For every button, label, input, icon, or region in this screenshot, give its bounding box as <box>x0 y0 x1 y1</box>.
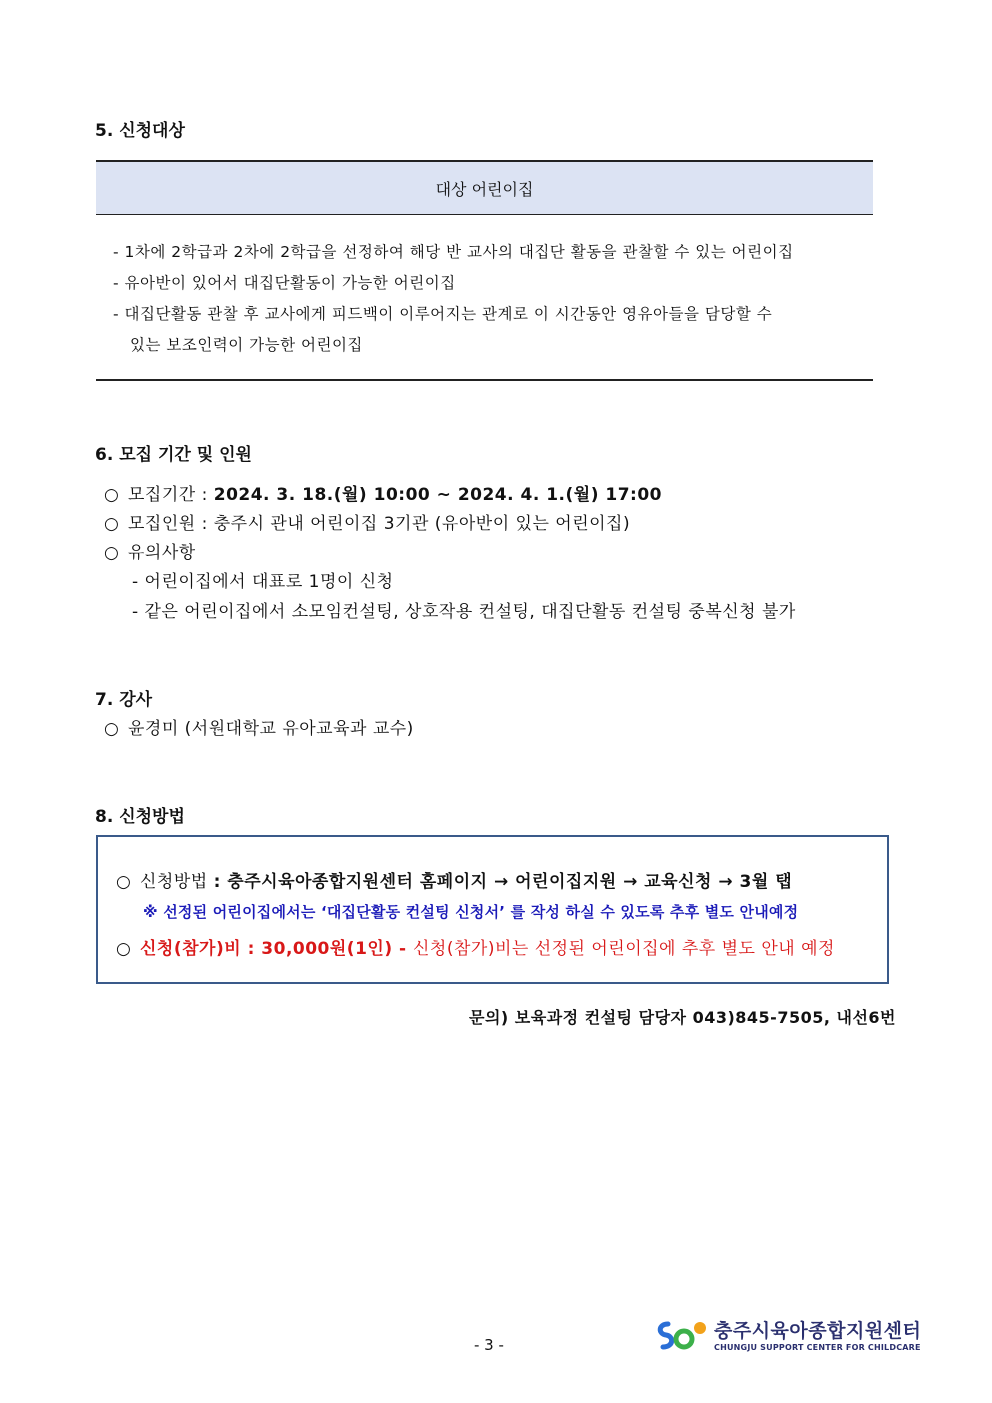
count-line <box>104 509 630 534</box>
page-number: - 3 - <box>474 1336 504 1354</box>
bullet-circle-icon: ○ <box>104 514 120 534</box>
bullet-circle-icon: ○ <box>116 939 132 959</box>
period-value: 2024. 3. 18.(월) 10:00 ~ 2024. 4. 1.(월) 17:00 <box>213 485 662 505</box>
section8-heading: 8. 신청방법 <box>95 807 185 827</box>
method-value: : 충주시육아종합지원센터 홈페이지 → 어린이집지원 → 교육신청 → 3월 탭 <box>213 872 793 892</box>
section6-heading: 6. 모집 기간 및 인원 <box>95 445 252 465</box>
method-line <box>116 867 792 892</box>
target-item-3: - 대집단활동 관찰 후 교사에게 피드백이 이루어지는 관계로 이 시간동안 영유아들을 담당할 수 <box>113 305 773 323</box>
logo-text-english: CHUNGJU SUPPORT CENTER FOR CHILDCARE <box>714 1343 921 1352</box>
center-logo-icon <box>654 1316 710 1352</box>
bullet-circle-icon: ○ <box>104 719 120 739</box>
target-table-header <box>96 160 873 215</box>
target-item-2: - 유아반이 있어서 대집단활동이 가능한 어린이집 <box>113 274 456 292</box>
fee-bold: 신청(참가)비 : 30,000원(1인) - <box>140 939 413 959</box>
period-line <box>104 480 662 505</box>
method-label: 신청방법 <box>140 872 214 892</box>
target-item-1: - 1차에 2학급과 2차에 2학급을 선정하여 해당 반 교사의 대집단 활동을 관찰할 수 있는 어린이집 <box>113 243 794 261</box>
fee-rest: 신청(참가)비는 선정된 어린이집에 추후 별도 안내 예정 <box>413 939 835 959</box>
target-item-3-cont: 있는 보조인력이 가능한 어린이집 <box>130 336 363 354</box>
target-table-bottom-rule <box>96 379 873 381</box>
section5-heading: 5. 신청대상 <box>95 121 185 141</box>
logo-text-korean: 충주시육아종합지원센터 <box>714 1320 922 1342</box>
instructor-line <box>104 714 414 739</box>
note-item-1: - 어린이집에서 대표로 1명이 신청 <box>132 572 394 592</box>
center-logo <box>654 1316 921 1352</box>
notes-label: 유의사항 <box>128 543 196 563</box>
notes-line <box>104 538 196 563</box>
note-item-2: - 같은 어린이집에서 소모임컨설팅, 상호작용 컨설팅, 대집단활동 컨설팅 중복신청 불가 <box>132 602 796 622</box>
period-label: 모집기간 : <box>128 485 214 505</box>
bullet-circle-icon: ○ <box>116 872 132 892</box>
bullet-circle-icon: ○ <box>104 485 120 505</box>
contact-info: 문의) 보육과정 컨설팅 담당자 043)845-7505, 내선6번 <box>469 1008 896 1027</box>
application-method-box <box>96 835 889 984</box>
count-text: 모집인원 : 충주시 관내 어린이집 3기관 (유아반이 있는 어린이집) <box>128 514 631 534</box>
selection-note: ※ 선정된 어린이집에서는 ‘대집단활동 컨설팅 신청서’ 를 작성 하실 수 있도록 추후 별도 안내예정 <box>143 903 799 921</box>
instructor-text: 윤경미 (서원대학교 유아교육과 교수) <box>128 719 414 739</box>
fee-line <box>116 934 835 959</box>
section7-heading: 7. 강사 <box>95 690 153 710</box>
bullet-circle-icon: ○ <box>104 543 120 563</box>
target-table-header-label: 대상 어린이집 <box>435 179 534 199</box>
